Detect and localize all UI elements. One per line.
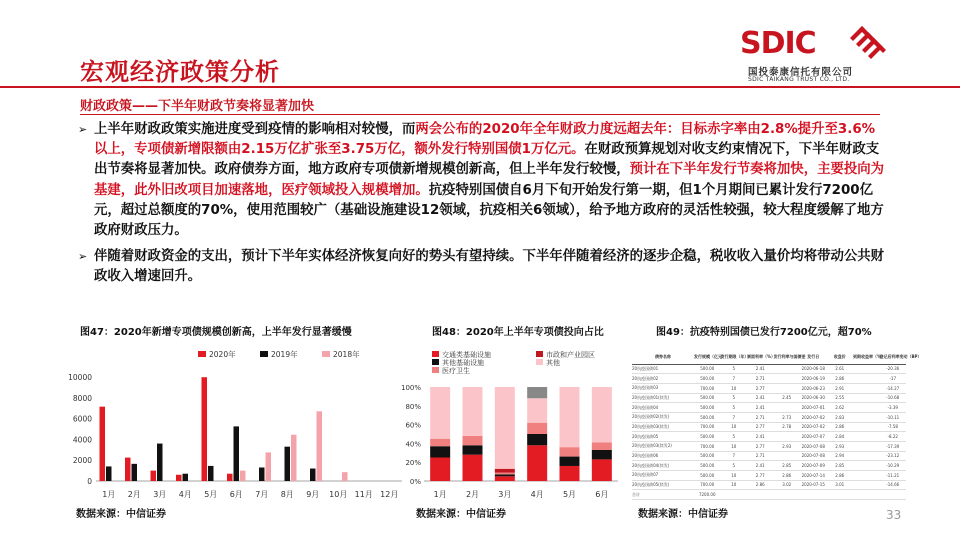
- table-cell: 5: [721, 393, 748, 403]
- table-cell: 2.41: [747, 364, 774, 374]
- legend-label: 交通类基础设施: [442, 351, 491, 359]
- page-title: 宏观经济政策分析: [80, 58, 280, 86]
- table-cell: -23.12: [880, 451, 907, 461]
- table-cell: [853, 441, 880, 451]
- table-cell: 2.61: [827, 364, 854, 374]
- table-cell: 500.00: [694, 432, 721, 442]
- bar: [240, 471, 246, 481]
- bar: [291, 435, 297, 481]
- table-cell: 500.00: [694, 470, 721, 480]
- figure-48-caption: 图48：2020年上半年专项债投向占比: [432, 327, 604, 338]
- table-cell: 500.00: [694, 412, 721, 422]
- x-tick-label: 5月: [204, 490, 218, 499]
- table-cell: 2020-07-02: [800, 412, 827, 422]
- table-cell: 7200.00: [694, 490, 721, 500]
- table-cell: 2.85: [827, 461, 854, 471]
- table-cell: 2.62: [827, 403, 854, 413]
- x-tick-label: 2月: [465, 490, 480, 499]
- stacked-bar-segment: [495, 469, 515, 473]
- stacked-bar-segment: [527, 423, 547, 434]
- bar: [227, 474, 233, 481]
- table-cell: 3.01: [827, 480, 854, 490]
- table-header-cell: 票面利率（%）: [747, 350, 774, 364]
- table-cell: -7.58: [880, 422, 907, 432]
- stacked-bar-segment: [560, 447, 580, 456]
- table-cell: 20抗疫国债05: [632, 432, 694, 442]
- x-tick-label: 3月: [498, 490, 512, 499]
- table-cell: 2020-06-30: [800, 393, 827, 403]
- figure-47-caption: 图47：2020年新增专项债规模创新高，上半年发行显著缓慢: [80, 327, 352, 338]
- table-cell: 20抗疫国债04(续发): [632, 461, 694, 471]
- section-title: 财政政策——下半年财政节奏将显著加快: [80, 99, 315, 114]
- table-cell: 2.86: [747, 480, 774, 490]
- y-tick-label: 20%: [405, 459, 421, 468]
- table-cell: 5: [721, 461, 748, 471]
- x-tick-label: 1月: [433, 490, 447, 499]
- table-cell: 2.86: [827, 374, 854, 384]
- table-cell: 700.00: [694, 422, 721, 432]
- x-tick-label: 6月: [229, 490, 243, 499]
- stacked-bar-segment: [592, 459, 612, 481]
- table-cell: 20抗疫国债02(续发): [632, 412, 694, 422]
- table-row: [632, 383, 906, 393]
- x-tick-label: 5月: [562, 490, 577, 499]
- table-cell: 2.55: [827, 393, 854, 403]
- stacked-bar-segment: [463, 445, 483, 454]
- table-cell: 500.00: [694, 403, 721, 413]
- bar: [132, 464, 138, 481]
- table-cell: 10: [721, 422, 748, 432]
- table-cell: 20抗疫国债03(续发): [632, 422, 694, 432]
- stacked-bar-segment: [527, 445, 547, 481]
- figure-49-caption: 图49：抗疫特别国债已发行7200亿元，超70%: [656, 327, 872, 338]
- table-row: [632, 470, 906, 480]
- legend-label: 医疗卫生: [442, 367, 470, 375]
- table-cell: 2.77: [747, 441, 774, 451]
- table-row: [632, 490, 906, 500]
- table-cell: 5: [721, 403, 748, 413]
- table-row: [632, 364, 906, 374]
- bar: [310, 469, 316, 481]
- stacked-bar-segment: [527, 398, 547, 422]
- table-header-cell: 发行规模（亿元）: [694, 350, 721, 364]
- table-cell: 20抗疫国债03(续发2): [632, 441, 694, 451]
- table-cell: 20抗疫国债06: [632, 451, 694, 461]
- arrow-bullet-icon: ➢: [78, 123, 88, 136]
- table-cell: 500.00: [694, 393, 721, 403]
- table-cell: [774, 490, 801, 500]
- table-cell: 500.00: [694, 374, 721, 384]
- stacked-bar-segment: [560, 387, 580, 447]
- bar: [176, 475, 182, 481]
- table-cell: 2.91: [827, 383, 854, 393]
- legend-label: 2018年: [333, 350, 360, 359]
- table-cell: 2.94: [827, 451, 854, 461]
- table-cell: 2.77: [747, 422, 774, 432]
- bullet-segment: 上半年财政政策实施进度受到疫情的影响相对较慢，而: [94, 122, 416, 137]
- x-tick-label: 6月: [595, 490, 609, 499]
- bullet-segment: 在财政预算规划对收支约束情况下，下半年财政支出节奏将显著加快。政府债券方面，地方政府专项债新增规模创新高，但上半年发行较慢，: [94, 142, 880, 178]
- table-header-cell: 登记后利率变动（BP）: [880, 350, 907, 364]
- table-cell: 2.73: [774, 412, 801, 422]
- table-cell: 20抗疫国债07: [632, 470, 694, 480]
- x-tick-label: 8月: [280, 490, 294, 499]
- table-cell: [774, 374, 801, 384]
- table-cell: 2.93: [827, 441, 854, 451]
- table-cell: 10: [721, 383, 748, 393]
- table-cell: 2020-06-23: [800, 383, 827, 393]
- table-cell: -3.39: [880, 403, 907, 413]
- x-tick-label: 10月: [329, 490, 348, 499]
- stacked-bar-segment: [592, 387, 612, 442]
- table-cell: [853, 403, 880, 413]
- stacked-bar-segment: [527, 387, 547, 398]
- stacked-bar-segment: [592, 450, 612, 459]
- table-cell: 合计: [632, 490, 694, 500]
- table-cell: [774, 383, 801, 393]
- table-cell: [853, 470, 880, 480]
- table-cell: [774, 364, 801, 374]
- table-cell: -10.11: [880, 412, 907, 422]
- table-cell: 2.86: [827, 470, 854, 480]
- y-tick-label: 100%: [400, 384, 421, 392]
- table-cell: 700.00: [694, 441, 721, 451]
- stacked-bar-segment: [463, 436, 483, 445]
- table-cell: 5: [721, 364, 748, 374]
- table-header-cell: 收盘价: [827, 350, 854, 364]
- bar: [106, 466, 112, 481]
- table-cell: 700.00: [694, 480, 721, 490]
- table-header-cell: 债券名称: [632, 350, 694, 364]
- table-cell: 2.71: [747, 412, 774, 422]
- bar: [208, 466, 214, 481]
- x-tick-label: 11月: [354, 490, 373, 499]
- table-cell: 2.41: [747, 403, 774, 413]
- table-header-row: [632, 350, 906, 364]
- stacked-bar-segment: [495, 387, 515, 469]
- stacked-bar-segment: [495, 474, 515, 476]
- table-cell: 20抗疫国债01: [632, 364, 694, 374]
- stacked-bar-segment: [430, 439, 450, 447]
- table-cell: [853, 480, 880, 490]
- table-cell: [853, 432, 880, 442]
- table-row: [632, 432, 906, 442]
- stacked-bar-segment: [527, 434, 547, 445]
- arrow-bullet-icon: ➢: [78, 250, 88, 264]
- table-cell: 2020-07-14: [800, 470, 827, 480]
- legend-swatch: [432, 359, 439, 365]
- table-row: [632, 393, 906, 403]
- legend-label: 2020年: [209, 350, 236, 359]
- stacked-bar-segment: [430, 387, 450, 439]
- y-tick-label: 8000: [72, 393, 92, 403]
- logo-english-name: SDIC TAIKANG TRUST CO., LTD.: [748, 76, 850, 83]
- table-cell: 2.85: [774, 461, 801, 471]
- table-cell: 5: [721, 432, 748, 442]
- x-tick-label: 4月: [530, 490, 544, 499]
- table-row: [632, 422, 906, 432]
- table-cell: -14.66: [880, 480, 907, 490]
- bar: [342, 472, 348, 481]
- table-cell: [853, 412, 880, 422]
- company-logo: [740, 20, 890, 82]
- x-tick-label: 3月: [153, 490, 167, 499]
- y-tick-label: 60%: [405, 421, 421, 430]
- legend-swatch: [432, 351, 439, 357]
- table-cell: 20抗疫国债03: [632, 383, 694, 393]
- table-cell: 2020-07-08: [800, 441, 827, 451]
- table-header-cell: 发行利率与国债差: [774, 350, 801, 364]
- legend-swatch: [536, 351, 543, 357]
- table-cell: -11.21: [880, 470, 907, 480]
- table-cell: 700.00: [694, 383, 721, 393]
- table-cell: 2020-07-02: [800, 422, 827, 432]
- table-cell: 2.71: [747, 451, 774, 461]
- x-tick-label: 12月: [380, 490, 399, 499]
- table-cell: [853, 461, 880, 471]
- figure-49-source: 数据来源：中信证券: [638, 509, 728, 520]
- table-cell: [827, 490, 854, 500]
- title-divider: [0, 86, 960, 88]
- legend-label: 其他: [546, 359, 560, 367]
- bar: [157, 444, 163, 481]
- bar: [317, 411, 323, 481]
- legend-label: 市政和产业园区: [546, 351, 595, 359]
- table-cell: 2020-07-07: [800, 432, 827, 442]
- x-tick-label: 7月: [255, 490, 269, 499]
- table-cell: 3.02: [774, 480, 801, 490]
- y-tick-label: 0: [87, 477, 92, 486]
- stacked-bar-segment: [560, 466, 580, 481]
- table-row: [632, 403, 906, 413]
- table-cell: 10: [721, 470, 748, 480]
- legend-swatch: [536, 359, 543, 365]
- table-cell: 20抗疫国债05(续发): [632, 480, 694, 490]
- legend-label: 2019年: [271, 350, 298, 359]
- table-row: [632, 441, 906, 451]
- table-cell: 2.41: [747, 461, 774, 471]
- stacked-bar-segment: [463, 455, 483, 481]
- table-cell: 2.86: [774, 470, 801, 480]
- table-cell: 2.78: [774, 422, 801, 432]
- table-cell: 20抗疫国债01(续发): [632, 393, 694, 403]
- table-cell: [774, 432, 801, 442]
- table-cell: -10.68: [880, 393, 907, 403]
- stacked-bar-segment: [495, 476, 515, 481]
- legend-swatch: [198, 351, 206, 357]
- bullet-highlight: 预计在下半年发行节奏将加快，主要投向为基建，此外旧改项目加速落地，医疗领域投入规模增加。: [94, 162, 885, 198]
- table-cell: 2.45: [774, 393, 801, 403]
- table-cell: 2020-07-08: [800, 451, 827, 461]
- table-cell: 2.86: [827, 422, 854, 432]
- table-row: [632, 374, 906, 384]
- x-tick-label: 1月: [102, 490, 116, 499]
- table-cell: [880, 490, 907, 500]
- table-cell: 2.71: [747, 374, 774, 384]
- table-cell: -17.39: [880, 441, 907, 451]
- logo-diamond-grid-icon: [838, 24, 888, 64]
- legend-label: 其他基础设施: [442, 359, 484, 367]
- table-cell: 20抗疫国债02: [632, 374, 694, 384]
- stacked-bar-segment: [560, 457, 580, 466]
- stacked-bar-segment: [430, 458, 450, 482]
- table-cell: 2.77: [747, 470, 774, 480]
- table-cell: [853, 422, 880, 432]
- table-header-cell: 到期收益率（%）: [853, 350, 880, 364]
- table-cell: [721, 490, 748, 500]
- page-number: 33: [886, 508, 902, 522]
- table-cell: 500.00: [694, 364, 721, 374]
- logo-chinese-name: 国投泰康信托有限公司: [748, 67, 854, 78]
- table-cell: [853, 451, 880, 461]
- table-cell: [774, 451, 801, 461]
- table-cell: 7: [721, 374, 748, 384]
- table-header-cell: 发行日: [800, 350, 827, 364]
- stacked-bar-segment: [592, 442, 612, 450]
- table-cell: 2.84: [827, 432, 854, 442]
- bar: [183, 474, 189, 481]
- bar: [202, 377, 208, 481]
- table-cell: 500.00: [694, 451, 721, 461]
- y-tick-label: 40%: [405, 440, 421, 449]
- section-divider: [80, 114, 880, 115]
- chart-special-bond-monthly: [60, 345, 410, 505]
- table-header-cell: 发行期限（年）: [721, 350, 748, 364]
- table-cell: [747, 490, 774, 500]
- bar: [234, 426, 240, 481]
- table-cell: -8.22: [880, 432, 907, 442]
- logo-wordmark: SDIC: [740, 26, 816, 61]
- bullet-item: [78, 247, 886, 287]
- table-cell: [853, 383, 880, 393]
- x-tick-label: 9月: [306, 490, 320, 499]
- table-cell: 20抗疫国债04: [632, 403, 694, 413]
- table-cell: 2020-07-15: [800, 480, 827, 490]
- y-tick-label: 6000: [72, 414, 92, 424]
- figure-48-source: 数据来源：中信证券: [416, 509, 506, 520]
- bullet-item: [78, 120, 886, 241]
- table-cell: 2020-06-18: [800, 364, 827, 374]
- y-tick-label: 80%: [405, 402, 421, 411]
- table-cell: 7: [721, 451, 748, 461]
- table-cell: 2.41: [747, 432, 774, 442]
- table-cell: 2.83: [827, 412, 854, 422]
- x-tick-label: 2月: [127, 490, 141, 499]
- table-cell: [853, 364, 880, 374]
- table-cell: 10: [721, 480, 748, 490]
- table-cell: -17: [880, 374, 907, 384]
- table-cell: 10: [721, 441, 748, 451]
- legend-swatch: [260, 351, 268, 357]
- bar: [151, 471, 157, 481]
- table-row: [632, 480, 906, 490]
- table-cell: -14.27: [880, 383, 907, 393]
- bond-issuance-table: [632, 350, 922, 500]
- stacked-bar-segment: [495, 473, 515, 475]
- y-tick-label: 10000: [68, 373, 92, 382]
- table-row: [632, 461, 906, 471]
- bullet-list: [78, 120, 886, 288]
- table-cell: -10.29: [880, 461, 907, 471]
- table-cell: 2.41: [747, 393, 774, 403]
- legend-swatch: [322, 351, 330, 357]
- table-cell: 7: [721, 412, 748, 422]
- table-row: [632, 451, 906, 461]
- bullet-segment: 伴随着财政资金的支出，预计下半年实体经济恢复向好的势头有望持续。下半年伴随着经济的逐步企稳，税收收入量价均将带动公共财政收入增速回升。: [94, 249, 885, 285]
- y-tick-label: 4000: [72, 435, 92, 445]
- table-cell: [853, 393, 880, 403]
- table-cell: [853, 374, 880, 384]
- table-cell: 2020-07-09: [800, 461, 827, 471]
- bullet-segment: 抗疫特别国债自6月下旬开始发行第一期，但1个月期间已累计发行7200亿元，超过总额度的70%，使用范围较广（基础设施建设12领域，抗疫相关6领域），给予地方政府的灵活性较强，较大程度缓解了地方政府财政压力。: [94, 182, 884, 239]
- y-tick-label: 0%: [409, 478, 421, 486]
- x-tick-label: 4月: [178, 490, 192, 499]
- y-tick-label: 2000: [72, 456, 92, 466]
- table-cell: 500.00: [694, 461, 721, 471]
- table-cell: 2020-07-01: [800, 403, 827, 413]
- table-cell: [800, 490, 827, 500]
- bar: [266, 452, 272, 481]
- table-cell: 2.93: [774, 441, 801, 451]
- stacked-bar-segment: [430, 446, 450, 457]
- table-cell: 2020-06-19: [800, 374, 827, 384]
- bar: [259, 467, 265, 481]
- stacked-bar-segment: [463, 387, 483, 436]
- bullet-highlight: 两会公布的2020年全年财政力度远超去年：目标赤字率由2.8%提升至3.6%以上，专项债新增限额由2.15万亿扩张至3.75万亿，额外发行特别国债1万亿元。: [94, 122, 876, 158]
- figure-47-source: 数据来源：中信证券: [76, 509, 166, 520]
- table-cell: 2.77: [747, 383, 774, 393]
- table-cell: -20.36: [880, 364, 907, 374]
- table-row: [632, 412, 906, 422]
- bar: [125, 458, 131, 481]
- legend-swatch: [432, 367, 439, 373]
- chart-special-bond-allocation: [400, 345, 622, 505]
- bar: [285, 447, 291, 481]
- bar: [100, 407, 106, 481]
- table-cell: [853, 490, 880, 500]
- table-cell: [774, 403, 801, 413]
